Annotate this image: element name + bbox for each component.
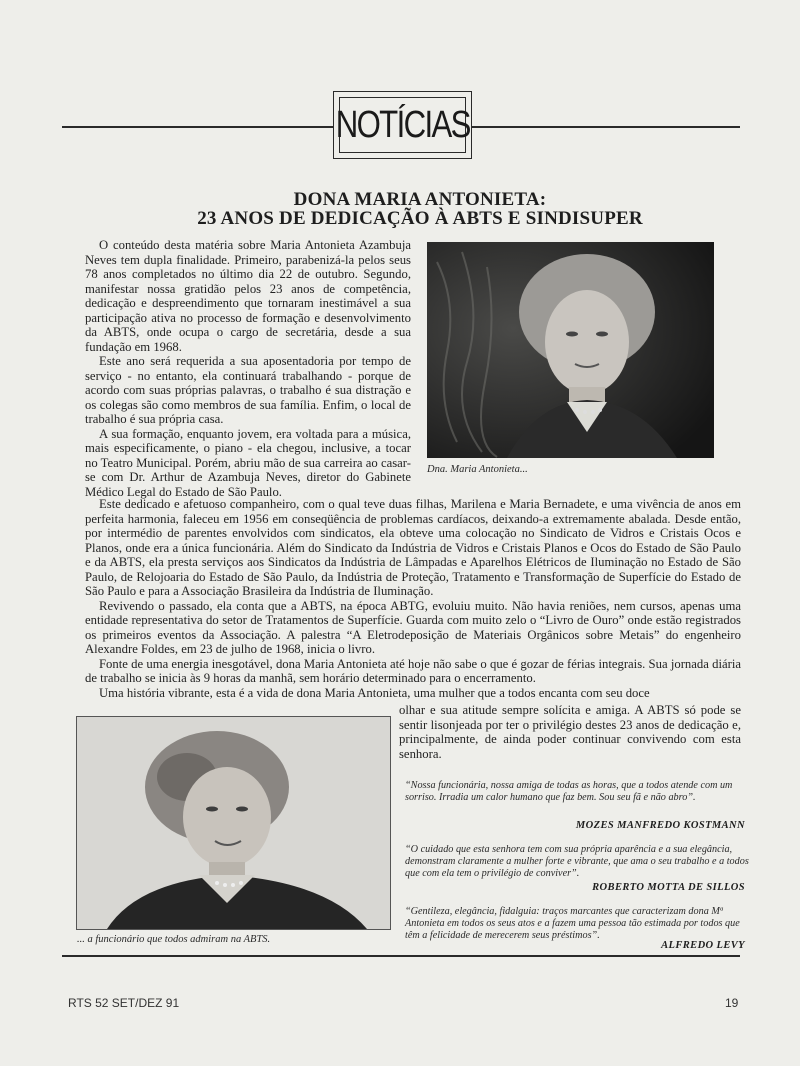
article-paragraph: Este ano será requerida a sua aposentadoria por tempo de serviço - no entanto, ela continuará trabalhando - porque de acordo com suas próprias palavras, o trabalho é sua distração e os colegas são como membros de sua família. Enfim, o local de trabalho é sua própria casa. [85,354,411,426]
footer-issue: RTS 52 SET/DEZ 91 [68,996,180,1010]
quote-3-author: ALFREDO LEVY [661,940,745,951]
quote-2-author: ROBERTO MOTTA DE SILLOS [592,882,745,893]
article-paragraph: Revivendo o passado, ela conta que a ABTS, na época ABTG, evoluiu muito. Não havia reniões, nem cursos, apenas uma entidade representativa do setor de Tratamentos de Superfície. Guarda com muito zelo o “Livro de Ouro” onde estão registrados os primeiros eventos da Associação. A palestra “A Eletrodeposição de Materiais Orgânicos sobre Metais” do engenheiro Alexandre Foldes, em 23 de julho de 1968, inicia o livro. [85,598,741,656]
article-paragraph: olhar e sua atitude sempre solícita e amiga. A ABTS só pode se sentir lisonjeada por ter o privilégio destes 23 anos de dedicação e, principalmente, de ainda poder continuar convivendo com esta senhora. [399,703,741,761]
article-paragraph: Uma história vibrante, esta é a vida de dona Maria Antonieta, uma mulher que a todos encanta com seu doce [99,685,650,700]
portrait-image-1 [427,242,714,458]
footer-page-number: 19 [725,996,739,1010]
photo-1-caption: Dna. Maria Antonieta... [427,464,528,475]
header-rule-right [469,126,740,128]
section-title: NOTÍCIAS [335,103,470,146]
quote-3-text: “Gentileza, elegância, fidalguia: traços marcantes que caracterizam dona Mª Antonieta em todos os seus atos e a fazem uma pessoa tão estimada por todos que têm a felicidade de merecerem seus préstimos”. [405,906,740,941]
article-paragraph: A sua formação, enquanto jovem, era voltada para a música, mais especificamente, o piano - ela chegou, inclusive, a tocar no Teatro Municipal. Porém, abriu mão de sua carreira ao casar-se com Dr. Arthur de Azambuja Neves, diretor do Gabinete Médico Legal do Estado de São Paulo. [85,426,411,499]
article-paragraph: Fonte de uma energia inesgotável, dona Maria Antonieta até hoje não sabe o que é gozar de férias integrais. Sua jornada diária de trabalho se inicia às 9 horas da manhã, sem horário determinado para o encerramento. [85,656,741,685]
bottom-rule [62,955,740,957]
photo-2-caption: ... a funcionário que todos admiram na ABTS. [77,934,271,945]
portrait-image-2 [77,717,390,929]
article-column-full [85,497,741,700]
article-paragraph: Este dedicado e afetuoso companheiro, com o qual teve duas filhas, Marilena e Maria Bernadete, e uma vivência de anos em perfeita harmonia, faleceu em 1956 em conseqüência de problemas cardíacos, deixando-a extremamente abalada. Desde então, por intermédio de parentes envolvidos com sindicatos, ela obteve uma colocação no Sindicato de Vidros e Cristais Ocos e Planos, onde era a única funcionária. Além do Sindicato da Indústria de Vidros e Cristais Planos e Ocos do Estado de São Paulo e da ABTS, ela presta serviços aos Sindicatos da Indústria de Lâmpadas e Aparelhos Elétricos de Iluminação no Estado de São Paulo, de Relojoaria do Estado de São Paulo, da Indústria de Proteção, Tratamento e Transformação de Superfície do Estado de São Paulo e para a Associação Brasileira da Indústria de Iluminação. [85,497,741,598]
header-rule-left [62,126,334,128]
quote-2-text: “O cuidado que esta senhora tem com sua própria aparência e a sua elegância, demonstram claramente a mulher forte e vibrante, que ama o seu trabalho e a todos que com ela tem o privilégio de conviver”. [405,844,749,879]
article-column-left [85,238,411,499]
article-closing-paragraph [399,703,741,761]
portrait-photo-1 [427,242,714,458]
headline-line-1: DONA MARIA ANTONIETA: [293,189,547,210]
article-paragraph: O conteúdo desta matéria sobre Maria Antonieta Azambuja Neves tem dupla finalidade. Primeiro, parabenizá-la pelos seus 78 anos completados no último dia 22 de outubro. Segundo, manifestar nossa gratidão pelos 23 anos de competência, dedicação e despreendimento que tornaram inestimável a sua participação ativa no processo de formação e desenvolvimento da ABTS, onde ocupa o cargo de secretária, desde a sua fundação em 1968. [85,238,411,354]
portrait-photo-2 [76,716,391,930]
section-header-box [333,91,472,159]
quote-1-text: “Nossa funcionária, nossa amiga de todas as horas, que a todos atende com um sorriso. Irradia um calor humano que faz bem. Sou seu fã e não abro”. [405,780,733,803]
quote-1-author: MOZES MANFREDO KOSTMANN [575,820,745,831]
headline-line-2: 23 ANOS DE DEDICAÇÃO À ABTS E SINDISUPER [197,208,643,229]
